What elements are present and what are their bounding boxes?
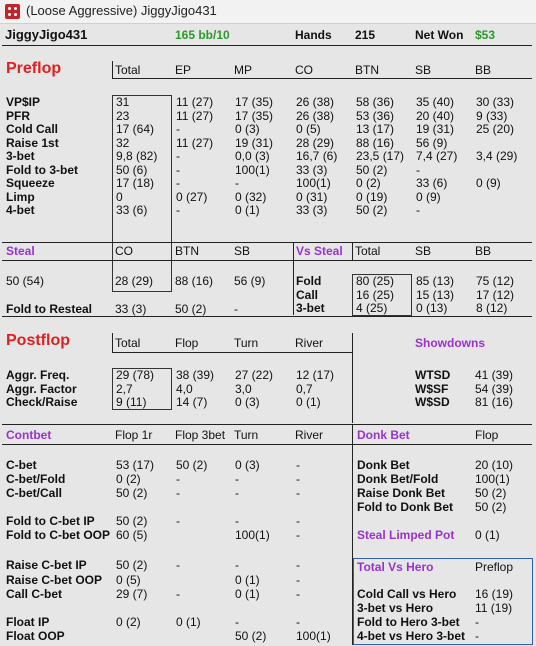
stat-value: 20 (10) (475, 458, 514, 472)
column-header: Flop 1r (115, 428, 153, 442)
stat-value: 0 (3) (235, 122, 260, 136)
stat-value: 11 (27) (176, 135, 214, 150)
stat-value: 16,7 (6) (296, 149, 338, 163)
stat-value: 33 (3) (296, 203, 328, 217)
stat-value: 100(1) (296, 176, 331, 190)
stat-value: 50 (2) (116, 558, 148, 572)
column-header: Flop (475, 428, 499, 442)
column-header: River (295, 336, 324, 350)
stat-value: 50 (2) (116, 486, 148, 500)
stat-value: 50 (2) (235, 629, 267, 643)
net-won-label: Net Won (415, 28, 464, 42)
row-label: 4-bet (6, 203, 35, 217)
row-label: Cold Call (6, 122, 59, 136)
stat-value: - (176, 176, 180, 190)
stat-value: 9,8 (82) (116, 149, 158, 163)
divider (352, 444, 532, 445)
divider (112, 61, 113, 79)
stat-value: - (176, 203, 180, 217)
stat-value: 54 (39) (475, 381, 514, 396)
row-label: Fold to C-bet IP (6, 514, 95, 528)
stat-value: 17 (12) (476, 287, 515, 302)
divider (2, 242, 532, 243)
stat-value: 33 (6) (416, 176, 448, 190)
player-name: JiggyJigo431 (5, 27, 88, 42)
stat-value: 19 (31) (235, 135, 274, 150)
column-header: Turn (234, 336, 259, 350)
stat-value: 0 (5) (116, 573, 141, 587)
stat-value: 81 (16) (475, 395, 514, 409)
stat-value: 13 (17) (356, 122, 395, 136)
row-label: Fold (296, 274, 322, 288)
row-label: Call (296, 287, 319, 302)
stat-value: - (234, 302, 238, 316)
column-header: Flop (175, 336, 199, 350)
stat-value: 60 (5) (116, 528, 148, 542)
stat-value: - (176, 472, 180, 486)
stat-value: 0 (27) (176, 189, 208, 204)
stat-value: 100(1) (235, 528, 270, 542)
showdowns-title: Showdowns (415, 336, 485, 350)
stat-value: - (475, 615, 479, 629)
stat-value: 17 (35) (235, 95, 274, 109)
divider (2, 45, 532, 46)
stat-value: 31 (116, 95, 130, 109)
stat-value: 23 (116, 108, 130, 123)
stat-value: 0 (2) (356, 176, 381, 190)
stat-value: 9 (11) (116, 395, 147, 409)
stat-value: - (176, 514, 180, 528)
bb100-value: 165 bb/10 (175, 28, 230, 42)
row-label: Aggr. Factor (6, 381, 77, 396)
stat-value: 32 (116, 135, 130, 150)
stat-value: - (235, 176, 239, 190)
stat-value: 33 (6) (116, 203, 148, 217)
column-header: BTN (355, 63, 379, 77)
stat-value: 0,0 (3) (235, 149, 270, 163)
stat-value: 50 (2) (356, 203, 388, 217)
preflop-title: Preflop (6, 60, 62, 77)
stat-value: 58 (36) (356, 95, 395, 109)
stat-value: 4 (25) (356, 301, 388, 315)
stat-value: 19 (31) (416, 122, 455, 136)
stat-value: - (176, 162, 180, 177)
row-label: C-bet (6, 458, 37, 472)
stat-value: 28 (29) (115, 274, 154, 288)
stat-value: - (296, 528, 300, 542)
column-header: Flop 3bet (175, 428, 226, 442)
divider (2, 316, 532, 317)
stat-value: 17 (18) (116, 176, 155, 190)
stat-value: 8 (12) (476, 301, 508, 315)
row-label: Fold to Resteal (6, 302, 93, 316)
stat-value: 75 (12) (476, 274, 515, 288)
stat-value: - (296, 458, 300, 472)
stat-value: 85 (13) (416, 274, 455, 288)
stat-value: 2,7 (116, 381, 133, 396)
window-title: (Loose Aggressive) JiggyJigo431 (26, 3, 217, 18)
stat-value: - (235, 615, 239, 629)
column-header: EP (175, 63, 192, 77)
row-label: 4-bet vs Hero 3-bet (357, 629, 466, 643)
divider (352, 243, 353, 261)
column-header: Preflop (475, 560, 514, 574)
row-label: W$SF (415, 381, 449, 396)
stat-value: 50 (2) (116, 514, 148, 528)
column-header: River (295, 428, 324, 442)
divider (352, 333, 353, 423)
stat-value: 33 (3) (115, 302, 147, 316)
stat-value: 88 (16) (175, 274, 214, 288)
stat-value: 0 (31) (296, 189, 328, 204)
row-label: Limp (6, 189, 35, 204)
stat-value: 0 (9) (416, 189, 441, 204)
column-header: SB (415, 63, 432, 77)
stat-value: 0 (19) (356, 189, 388, 204)
row-label: Raise C-bet IP (6, 558, 87, 572)
stat-value: 50 (6) (116, 162, 148, 177)
donk-bet-title: Donk Bet (357, 428, 410, 442)
stat-value: 0 (1) (235, 587, 260, 601)
stat-value: - (176, 486, 180, 500)
row-label: Float IP (6, 615, 50, 629)
row-label: Aggr. Freq. (6, 368, 70, 382)
stat-value: 35 (40) (416, 95, 455, 109)
row-label: 3-bet (6, 149, 35, 163)
steal-limped-pot-label: Steal Limped Pot (357, 528, 455, 542)
stat-value: - (296, 486, 300, 500)
stat-value: 0 (1) (235, 573, 260, 587)
row-label: 3-bet vs Hero (357, 601, 434, 615)
row-label: C-bet/Call (6, 486, 63, 500)
row-label: Donk Bet (357, 458, 410, 472)
column-header: CO (115, 244, 133, 258)
stat-value: 41 (39) (475, 368, 514, 382)
column-header: SB (415, 244, 432, 258)
stat-value: 0 (116, 189, 123, 204)
stat-value: 29 (78) (116, 368, 155, 382)
row-label: WTSD (415, 368, 451, 382)
stat-value: 50 (2) (356, 162, 388, 177)
stat-value: 53 (36) (356, 108, 395, 123)
row-label: Donk Bet/Fold (357, 472, 439, 486)
stat-value: - (296, 615, 300, 629)
column-header: SB (234, 244, 251, 258)
row-label: 3-bet (296, 301, 325, 315)
stat-value: 0 (5) (296, 122, 321, 136)
stat-value: - (296, 514, 300, 528)
stat-value: - (475, 629, 479, 643)
stat-value: 100(1) (296, 629, 331, 643)
vs-hero-title: Total Vs Hero (357, 560, 434, 574)
stat-value: 56 (9) (416, 135, 448, 150)
stat-value: 14 (7) (176, 395, 208, 409)
stat-value: - (416, 203, 420, 217)
net-won-value: $53 (475, 28, 496, 42)
stat-value: 26 (38) (296, 95, 335, 109)
row-label: Float OOP (6, 629, 65, 643)
window-titlebar[interactable] (0, 0, 536, 24)
stat-value: 27 (22) (235, 368, 274, 382)
poker-hud-icon (5, 4, 20, 19)
stat-value: - (296, 587, 300, 601)
stat-value: 0 (1) (296, 395, 321, 409)
column-header: Turn (234, 428, 259, 442)
stat-value: 9 (33) (476, 108, 508, 123)
column-header: Total (115, 336, 141, 350)
stat-value: - (235, 486, 239, 500)
stat-value: 20 (40) (416, 108, 455, 123)
column-header: CO (295, 63, 313, 77)
stat-value: - (235, 558, 239, 572)
vs-steal-title: Vs Steal (296, 244, 343, 258)
stat-value: 17 (64) (116, 122, 155, 136)
stat-value: 3,4 (29) (476, 149, 518, 163)
stat-value: 12 (17) (296, 368, 335, 382)
stat-value: 25 (20) (476, 122, 515, 136)
stat-value: 16 (25) (356, 287, 395, 302)
row-label: Raise C-bet OOP (6, 573, 103, 587)
stat-value: 53 (17) (116, 458, 155, 472)
stat-value: - (416, 162, 420, 177)
postflop-title: Postflop (6, 332, 70, 349)
steal-total: 50 (54) (6, 274, 45, 288)
stat-value: 0 (1) (235, 203, 260, 217)
stat-value: 0 (1) (176, 615, 201, 629)
stat-value: 100(1) (475, 472, 510, 486)
divider (112, 352, 352, 353)
column-header: Total (355, 244, 381, 258)
row-label: Raise 1st (6, 135, 59, 150)
row-label: C-bet/Fold (6, 472, 66, 486)
row-label: Fold to Donk Bet (357, 500, 453, 514)
stat-value: 80 (25) (356, 274, 395, 288)
stat-value: 0 (2) (116, 615, 141, 629)
row-label: Fold to Hero 3-bet (357, 615, 460, 629)
row-label: Squeeze (6, 176, 55, 190)
column-header: Total (115, 63, 141, 77)
divider (2, 260, 532, 261)
stat-value: 0 (3) (235, 395, 260, 409)
divider (2, 444, 352, 445)
row-label: Fold to 3-bet (6, 162, 78, 177)
stat-value: 23,5 (17) (356, 149, 405, 163)
divider (293, 243, 294, 315)
row-label: Raise Donk Bet (357, 486, 446, 500)
stat-value: 0 (13) (416, 301, 448, 315)
stat-value: - (296, 558, 300, 572)
row-label: Check/Raise (6, 395, 78, 409)
stat-value: 11 (27) (176, 95, 214, 109)
stat-value: 17 (35) (235, 108, 274, 123)
column-header: BB (475, 63, 492, 77)
stat-value: 15 (13) (416, 287, 455, 302)
stat-value: 56 (9) (234, 274, 266, 288)
row-label: Fold to C-bet OOP (6, 528, 110, 542)
stat-value: 11 (27) (176, 108, 214, 123)
row-label: Call C-bet (6, 587, 63, 601)
row-label: W$SD (415, 395, 450, 409)
stat-value: 0 (9) (476, 176, 501, 190)
column-header: BB (475, 244, 492, 258)
row-label: PFR (6, 108, 30, 123)
row-label: VP$IP (6, 95, 41, 109)
column-header: MP (234, 63, 252, 77)
stat-value: 50 (2) (175, 302, 207, 316)
stat-value: 7,4 (27) (416, 149, 458, 163)
stat-value: 4,0 (176, 381, 193, 396)
row-label: Cold Call vs Hero (357, 587, 457, 601)
stat-value: - (176, 558, 180, 572)
stat-value: 0 (3) (235, 458, 260, 472)
stat-value: - (176, 149, 180, 163)
hands-label: Hands (295, 28, 332, 42)
stat-value: 50 (2) (475, 486, 507, 500)
stat-value: 50 (2) (176, 458, 208, 472)
stat-value: 0 (2) (116, 472, 141, 486)
stat-value: 16 (19) (475, 587, 514, 601)
stat-value: - (235, 514, 239, 528)
stat-value: 0 (32) (235, 189, 267, 204)
steal-title: Steal (6, 244, 35, 258)
divider (2, 424, 532, 425)
stat-value: 0,7 (296, 381, 313, 396)
stat-value: - (176, 587, 180, 601)
stat-value: 26 (38) (296, 108, 335, 123)
hands-value: 215 (355, 28, 376, 42)
stat-value: 30 (33) (476, 95, 515, 109)
stat-value: 3,0 (235, 381, 252, 396)
stat-value: 100(1) (235, 162, 270, 177)
stat-value: 33 (3) (296, 162, 328, 177)
stat-value: 28 (29) (296, 135, 335, 150)
stat-value: 88 (16) (356, 135, 395, 150)
divider (112, 78, 532, 79)
stat-value: - (176, 122, 180, 136)
stat-value: - (235, 472, 239, 486)
stat-value: 50 (2) (475, 500, 507, 514)
column-header: BTN (175, 244, 199, 258)
stat-value: - (296, 573, 300, 587)
stat-value: 0 (1) (475, 528, 500, 542)
divider (112, 333, 113, 353)
stat-value: 29 (7) (116, 587, 148, 601)
stat-value: - (296, 472, 300, 486)
stat-value: 38 (39) (176, 368, 215, 382)
contbet-title: Contbet (6, 428, 52, 442)
stat-value: 11 (19) (475, 601, 513, 615)
